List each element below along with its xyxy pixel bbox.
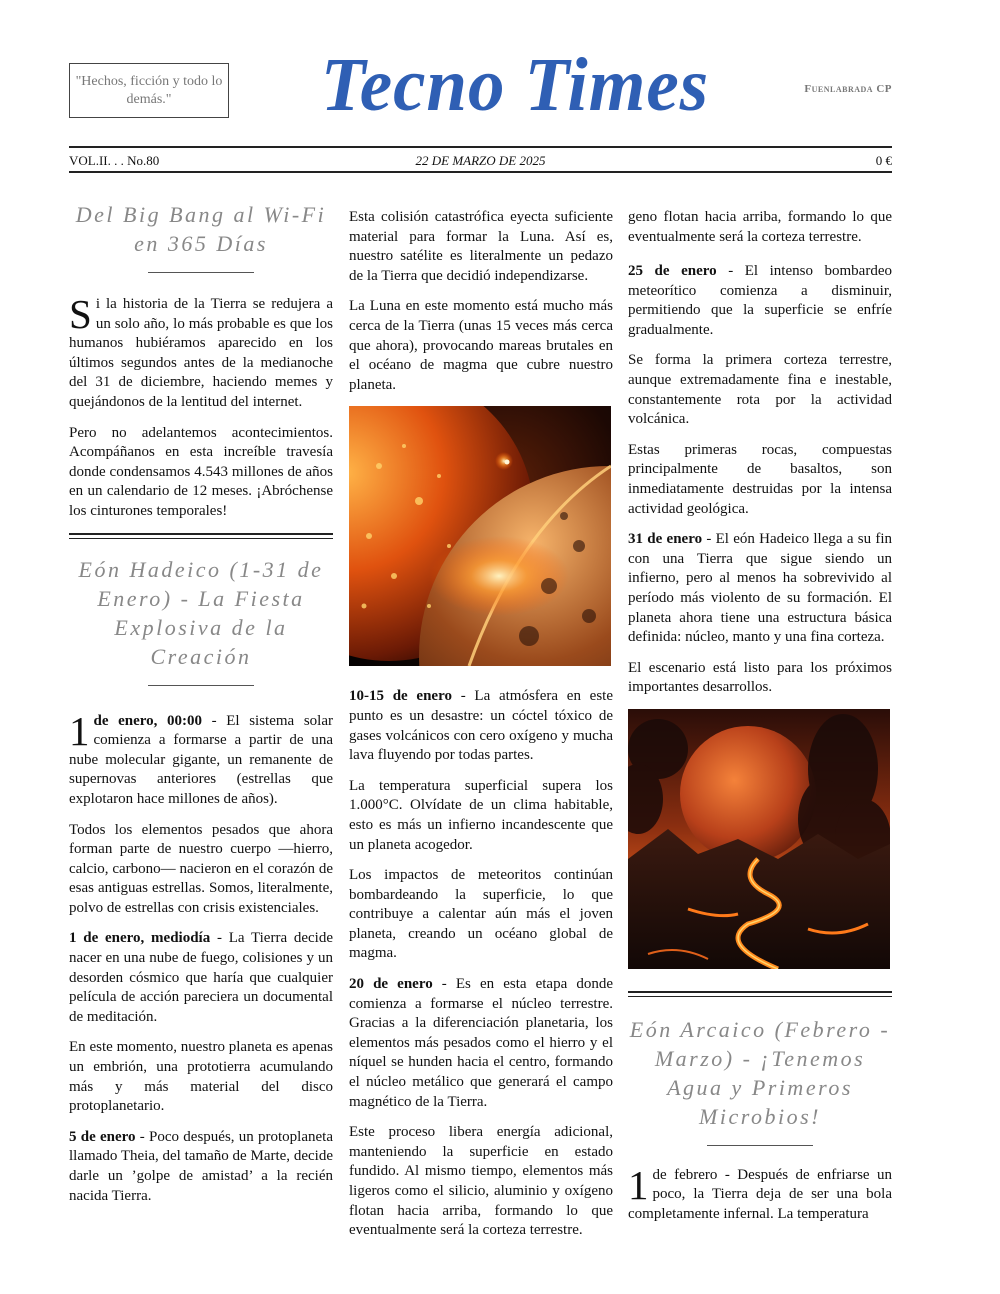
divider	[148, 685, 254, 686]
paragraph: 1 de enero, mediodía - La Tierra decide nacer en una nube de fuego, colisiones y un desorden cósmico que haría que cualquier película de acción pareciera un documental de meditación.	[69, 930, 334, 1025]
paragraph: Los impactos de meteoritos continúan bombardeando la superficie, lo que contribuye a calentar aún más el joven planeta, creando un océano global de magma.	[349, 867, 613, 962]
section-divider	[69, 533, 333, 539]
paragraph: En este momento, nuestro planeta es apenas un embrión, una prototierra acumulando más y más material del disco protoplanetario.	[69, 1039, 333, 1115]
masthead-title: Tecno Times	[320, 43, 710, 127]
volcanic-landscape-image	[628, 709, 890, 969]
paragraph: 20 de enero - Es en esta etapa donde comienza a formarse el núcleo terrestre. Gracias a la diferenciación planetaria, los elementos más pesados como el hierro y el níquel se hunden hacia el centro, formando el núcleo metálico que generará el campo magnético de la Tierra.	[349, 976, 613, 1110]
headline-arcaico: Eón Arcaico (Febrero - Marzo) - ¡Tenemos Agua y Primeros Microbios!	[629, 1016, 891, 1129]
paragraph: 10-15 de enero - La atmósfera en este punto es un desastre: un cóctel tóxico de gases volcánicos con cero oxígeno y mucha lava fluyendo por todas partes.	[349, 688, 613, 764]
divider	[148, 272, 254, 273]
column-3-lead	[628, 208, 892, 247]
masthead-quote: "Hechos, ficción y todo lo demás."	[69, 63, 229, 118]
paragraph: La Luna en este momento está mucho más cerca de la Tierra (unas 15 veces más cerca que ahora), provocando mareas brutales en el océano de magma que cubre nuestro planeta.	[349, 298, 613, 393]
drop-cap: S	[69, 291, 92, 337]
divider	[707, 1145, 813, 1146]
intro-paragraph: Si la historia de la Tierra se redujera a un solo año, lo más probable es que los humanos hubiéramos aparecido en los últimos segundos antes de la medianoche del 31 de diciembre, haciendo memes y quejándonos de la lentitud del internet.	[69, 291, 333, 410]
column-3-content	[628, 262, 892, 1236]
paragraph: 31 de enero - El eón Hadeico llega a su fin con una Tierra que sigue siendo un infierno, pero al menos ha sobrevivido al período más violento de su formación. El planeta ahora tiene una estructura básica definida: núcleo, manto y una fina corteza.	[628, 531, 893, 646]
issue-price: 0 €	[875, 153, 892, 168]
column-1	[69, 200, 333, 1217]
paragraph: Estas primeras rocas, compuestas principalmente de basaltos, son inmediatamente destruidas por la intensa actividad geológica.	[628, 441, 892, 517]
paragraph: 25 de enero - El intenso bombardeo meteorítico comienza a disminuir, permitiendo que la superficie se enfríe gradualmente.	[628, 263, 892, 338]
paragraph: Este proceso libera energía adicional, manteniendo la superficie en estado fundido. Al mismo tiempo, elementos más ligeros como el silicio, aluminio y oxígeno flotan hacia arriba, formando lo que eventualmente será la corteza terrestre.	[349, 1124, 613, 1239]
drop-cap: 1	[69, 707, 90, 754]
paragraph: 5 de enero - Poco después, un protoplaneta llamado Theia, del tamaño de Marte, decide darle un ’golpe de amistad’ a la recién nacida Tierra.	[69, 1128, 333, 1204]
headline-big-bang: Del Big Bang al Wi-Fi en 365 Días	[75, 202, 327, 256]
paragraph: El escenario está listo para los próximos importantes desarrollos.	[628, 659, 892, 696]
planet-collision-image	[349, 406, 611, 666]
issue-date: 22 DE MARZO DE 2025	[415, 153, 546, 168]
paragraph: 1 de enero, 00:00 - El sistema solar comienza a formarse a partir de una nube molecular gigante, un remanente de supernovas anteriores (estrellas que explotaron hace millones de años).	[69, 707, 333, 807]
paragraph: Se forma la primera corteza terrestre, aunque extremadamente fina e inestable, constantemente rota por la actividad volcánica.	[628, 352, 892, 428]
paragraph: La temperatura superficial supera los 1.000°C. Olvídate de un clima habitable, esto es más un infierno incandescente que un planeta acogedor.	[349, 777, 613, 853]
issue-bar	[69, 146, 892, 173]
drop-cap: 1	[628, 1161, 649, 1208]
paragraph: Pero no adelantemos acontecimientos. Acompáñanos en esta increíble travesía donde condensamos 4.543 millones de años en un calendario de 12 meses. ¡Abróchense los cinturones temporales!	[69, 424, 333, 519]
column-2	[349, 208, 613, 1252]
paragraph: Esta colisión catastrófica eyecta suficiente material para formar la Luna. Así es, nuestro satélite es literalmente un pedazo de la Tierra que decidió independizarse.	[349, 209, 613, 284]
headline-hadeico: Eón Hadeico (1-31 de Enero) - La Fiesta Explosiva de la Creación	[78, 556, 324, 669]
paragraph: 1 de febrero - Después de enfriarse un poco, la Tierra deja de ser una bola completamente infernal. La temperatura	[628, 1161, 892, 1223]
paragraph-continuation: geno flotan hacia arriba, formando lo que eventualmente será la corteza terrestre.	[628, 209, 892, 245]
section-divider	[628, 991, 892, 997]
masthead-location: Fuenlabrada CP	[804, 83, 892, 95]
paragraph: Todos los elementos pesados que ahora forman parte de nuestro cuerpo —hierro, calcio, carbono— nacieron en el corazón de esas antiguas estrellas. Somos, literalmente, polvo de estrellas con crisis existenciales.	[69, 821, 333, 916]
issue-volume: VOL.II. . . No.80	[69, 153, 160, 168]
